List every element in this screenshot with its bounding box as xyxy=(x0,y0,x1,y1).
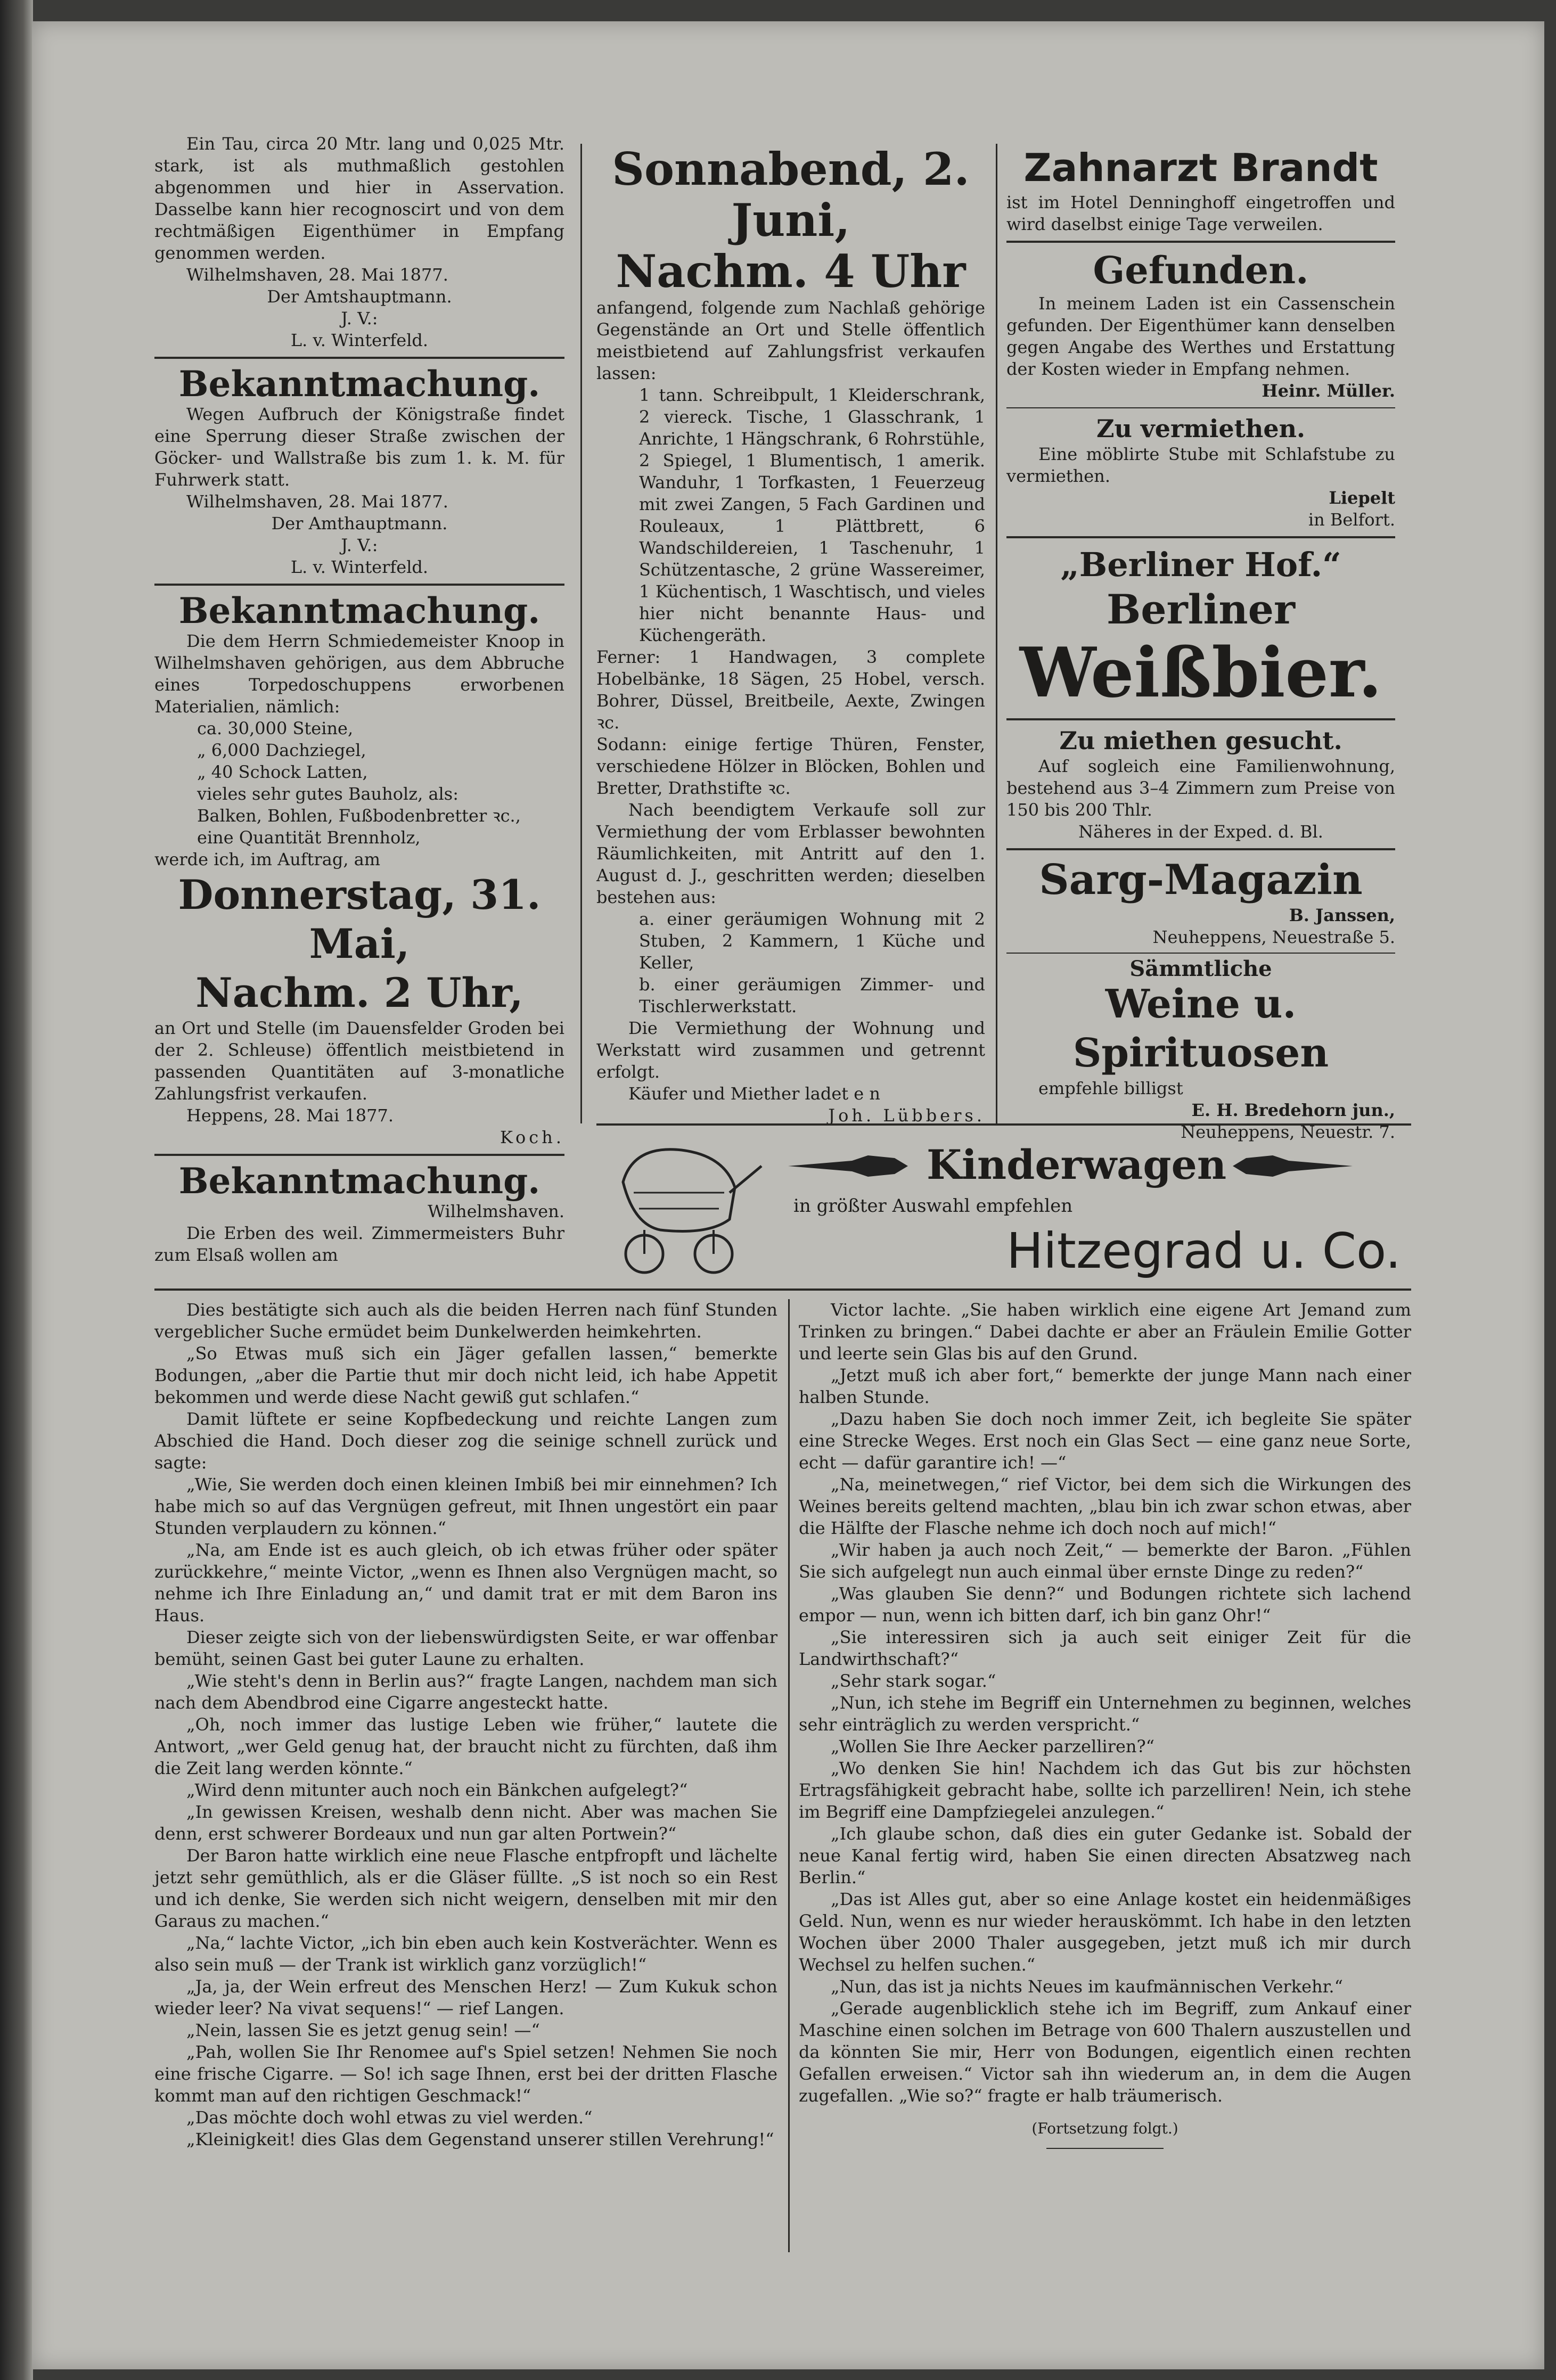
sarg-title: Sarg-Magazin xyxy=(1039,856,1363,904)
notice-street-sign: L. v. Winterfeld. xyxy=(290,557,429,577)
notice-materials-text2: an Ort und Stelle (im Dauensfelder Groden bei der 2. Schleuse) öffentlich meistbietend in passenden Quantitäten auf 3-monatliche Zahlungsfrist verkaufen. xyxy=(154,1018,564,1104)
sarg-sign: B. Janssen, xyxy=(1289,905,1395,925)
story-paragraph: „Gerade augenblicklich stehe ich im Begriff, zum Ankauf einer Maschine einen solchen im Betrage von 600 Thalern auszustellen und da könnten Sie mir, Herr von Bodungen, eigentlich einen rechten Gefallen erweisen.“ Victor sah ihn wiederum an, in dem die Augen zugefallen. „Wie so?“ fragte er halb träumerisch. xyxy=(799,1998,1411,2106)
story-paragraph: „Nun, das ist ja nichts Neues im kaufmännischen Verkehr.“ xyxy=(831,1976,1343,1997)
story-paragraph: „So Etwas muß sich ein Jäger gefallen lassen,“ bemerkte Bodungen, „aber die Partie thut mir doch nicht leid, ich habe Appetit bekommen und werde diese Nacht gewiß gut schlafen.“ xyxy=(154,1343,777,1407)
story-paragraph: Dies bestätigte sich auch als die beiden Herren nach fünf Stunden vergeblicher Suche ermüdet beim Dunkelwerden heimkehrten. xyxy=(154,1300,777,1342)
story-left-column xyxy=(154,1299,777,2151)
notice-street-iv: J. V.: xyxy=(341,535,378,555)
book-spine xyxy=(0,0,33,2380)
wine-sign: E. H. Bredehorn jun., xyxy=(1191,1100,1395,1120)
wine-text: empfehle billigst xyxy=(1038,1078,1183,1098)
pointing-hand-icon xyxy=(1230,1145,1353,1187)
wine-addr: Neuheppens, Neuestr. 7. xyxy=(1181,1122,1395,1142)
story-paragraph: „Oh, noch immer das lustige Leben wie früher,“ lautete die Antwort, „wer Geld genug hat, der braucht nicht zu fürchten, daß ihm die Zeit lang werden könnte.“ xyxy=(154,1714,777,1778)
end-rule xyxy=(1046,2148,1164,2149)
rent-title: Zu vermiethen. xyxy=(1096,414,1306,443)
story-paragraph: „Das ist Alles gut, aber so eine Anlage kostet ein heidenmäßiges Geld. Nun, wenn es nur wieder herauskömmt. Ich habe in den letzten Wochen über 2000 Thaler ausgegeben, jetzt muß ich mir durch Wechsel zu helfen suchen.“ xyxy=(799,1889,1411,1975)
rent-place: in Belfort. xyxy=(1308,510,1395,530)
sale-ferner: Ferner: 1 Handwagen, 3 complete Hobelbänke, 18 Sägen, 25 Hobel, versch. Bohrer, Düssel, Breitbeile, Aexte, Zwingen ꝛc. xyxy=(596,647,985,733)
story-paragraph: Victor lachte. „Sie haben wirklich eine eigene Art Jemand zum Trinken zu bringen.“ Dabei dachte er aber an Fräulein Emilie Gotter und leerte sein Glas bis auf den Grund. xyxy=(799,1300,1411,1364)
material-item: „ 40 Schock Latten, xyxy=(197,762,368,782)
story-paragraph: Der Baron hatte wirklich eine neue Flasche entpfropft und lächelte jetzt sehr gemüthlich, als er die Gläser füllte. „S ist noch so ein Rest und ich denke, Sie werden sich nicht weigern, denselben mit mir den Garaus zu machen.“ xyxy=(154,1845,777,1931)
banner-title: Kinderwagen xyxy=(927,1141,1227,1188)
divider xyxy=(1006,848,1395,850)
story-paragraph: „Sehr stark sogar.“ xyxy=(831,1671,996,1691)
sale-text3: Die Vermiethung der Wohnung und Werkstatt wird zusammen und getrennt erfolgt. xyxy=(596,1018,985,1082)
notice-heirs-text: Die Erben des weil. Zimmermeisters Buhr zum Elsaß wollen am xyxy=(154,1223,564,1265)
dentist-title: Zahnarzt Brandt xyxy=(1023,145,1378,190)
sale-sodann: Sodann: einige fertige Thüren, Fenster, verschiedene Hölzer in Blöcken, Bohlen und Bretter, Drathstifte ꝛc. xyxy=(596,734,985,798)
notice-rope-office: Der Amtshauptmann. xyxy=(267,286,452,307)
notice-heading: Bekanntmachung. xyxy=(178,363,540,405)
found-text: In meinem Laden ist ein Cassenschein gefunden. Der Eigenthümer kann denselben gegen Angabe des Werthes und Erstattung der Kosten wieder in Empfang nehmen. xyxy=(1006,293,1395,379)
story-paragraph: „Wollen Sie Ihre Aecker parzelliren?“ xyxy=(831,1736,1155,1757)
story-paragraph: „Ja, ja, der Wein erfreut des Menschen Herz! — Zum Kukuk schon wieder leer? Na vivat sequens!“ — rief Langen. xyxy=(154,1976,777,2018)
story-right-column xyxy=(799,1299,1411,2149)
sale-text2: Nach beendigtem Verkaufe soll zur Vermiethung der vom Erblasser bewohnten Räumlichkeiten, mit Antritt auf den 1. August d. J., geschritten werden; dieselben bestehen aus: xyxy=(596,800,985,907)
material-item: Balken, Bohlen, Fußbodenbretter ꝛc., xyxy=(197,806,521,826)
material-item: „ 6,000 Dachziegel, xyxy=(197,740,366,760)
wanted-info: Näheres in der Exped. d. Bl. xyxy=(1078,822,1323,842)
notice-rope-date: Wilhelmshaven, 28. Mai 1877. xyxy=(186,265,448,285)
sale-invite: Käufer und Miether ladet e n xyxy=(628,1084,881,1104)
wine-pre: Sämmtliche xyxy=(1129,956,1272,981)
notice-materials-date: Heppens, 28. Mai 1877. xyxy=(186,1105,394,1126)
notice-street-text: Wegen Aufbruch der Königstraße findet eine Sperrung dieser Straße zwischen der Göcker- und Wallstraße bis zum 1. k. M. für Fuhrwerk statt. xyxy=(154,404,564,490)
notice-heirs-place: Wilhelmshaven. xyxy=(428,1201,564,1221)
hof-sub: Berliner xyxy=(1106,586,1296,633)
auction-time: Nachm. 2 Uhr, xyxy=(195,969,523,1016)
story-paragraph: „Wo denken Sie hin! Nachdem ich das Gut bis zur höchsten Ertragsfähigkeit gebracht habe, sollte ich parzelliren! Nein, ich stehe im Begriff eine Dampfziegelei anzulegen.“ xyxy=(799,1758,1411,1822)
wanted-title: Zu miethen gesucht. xyxy=(1059,726,1342,755)
divider xyxy=(1006,536,1395,538)
pram-icon xyxy=(602,1134,767,1278)
sarg-addr: Neuheppens, Neuestraße 5. xyxy=(1152,927,1395,947)
story-paragraph: „Na, am Ende ist es auch gleich, ob ich etwas früher oder später zurückkehre,“ meinte Victor, „wenn es Ihnen also Vergnügen macht, so nehme ich Ihre Einladung an,“ und damit trat er mit dem Baron ins Haus. xyxy=(154,1540,777,1626)
sale-option-a: a. einer geräumigen Wohnung mit 2 Stuben, 2 Kammern, 1 Küche und Keller, xyxy=(639,909,985,973)
story-paragraph: „Kleinigkeit! dies Glas dem Gegenstand unserer stillen Verehrung!“ xyxy=(186,2129,774,2149)
story-paragraph: „Wie, Sie werden doch einen kleinen Imbiß bei mir einnehmen? Ich habe mich so auf das Vergnügen gefreut, mit Ihnen ungestört ein paar Stunden verplaudern zu können.“ xyxy=(154,1474,777,1538)
column-left xyxy=(154,133,564,1266)
sale-items: 1 tann. Schreibpult, 1 Kleiderschrank, 2 viereck. Tische, 1 Glasschrank, 1 Anrichte, 1 Hängschrank, 6 Rohrstühle, 2 Spiegel, 1 Blumentisch, 1 amerik. Wanduhr, 1 Torfkasten, 1 Feuerzeug mit zwei Zangen, 5 Fach Gardinen und Rouleaux, 1 Plättbrett, 6 Wandschildereien, 1 Taschenuhr, 1 Schützentasche, 2 grüne Wassereimer, 1 Küchentisch, 1 Waschtisch, und vieles hier nicht benannte Haus- und Küchengeräth. xyxy=(639,385,985,645)
column-rule xyxy=(996,144,997,1123)
rent-text: Eine möblirte Stube mit Schlafstube zu vermiethen. xyxy=(1006,444,1395,486)
story-paragraph: „Dazu haben Sie doch noch immer Zeit, ich begleite Sie später eine Strecke Weges. Erst noch ein Glas Sect — eine ganz neue Sorte, echt — dafür garantire ich! —“ xyxy=(799,1409,1411,1473)
material-item: vieles sehr gutes Bauholz, als: xyxy=(197,784,458,804)
story-paragraph: „Was glauben Sie denn?“ und Bodungen richtete sich lachend empor — nun, wenn ich bitten darf, ich bin ganz Ohr!“ xyxy=(799,1583,1411,1626)
column-rule xyxy=(580,144,582,1123)
divider xyxy=(154,1154,564,1156)
story-paragraph: „Das möchte doch wohl etwas zu viel werden.“ xyxy=(186,2107,593,2128)
pointing-hand-icon xyxy=(788,1145,911,1187)
story-paragraph: „Wir haben ja auch noch Zeit,“ — bemerkte der Baron. „Fühlen Sie sich aufgelegt nun auch einmal über ernste Dinge zu reden?“ xyxy=(799,1540,1411,1582)
story-paragraph: „Nun, ich stehe im Begriff ein Unternehmen zu beginnen, welches sehr einträglich zu werden verspricht.“ xyxy=(799,1693,1411,1735)
story-paragraph: „Sie interessiren sich ja auch seit einiger Zeit für die Landwirthschaft?“ xyxy=(799,1627,1411,1669)
divider xyxy=(154,584,564,586)
continuation-note: (Fortsetzung folgt.) xyxy=(1031,2120,1178,2137)
sale-sign: Joh. Lübbers. xyxy=(828,1105,985,1126)
divider xyxy=(154,357,564,359)
story-paragraph: „Nein, lassen Sie es jetzt genug sein! —“ xyxy=(186,2020,540,2040)
story-paragraph: Dieser zeigte sich von der liebenswürdigsten Seite, er war offenbar bemüht, seinen Gast bei guter Laune zu erhalten. xyxy=(154,1627,777,1669)
divider xyxy=(1006,407,1395,408)
rent-sign: Liepelt xyxy=(1329,488,1395,508)
wanted-text: Auf sogleich eine Familienwohnung, bestehend aus 3–4 Zimmern zum Preise von 150 bis 200 Thlr. xyxy=(1006,756,1395,820)
story-paragraph: „Wird denn mitunter auch noch ein Bänkchen aufgelegt?“ xyxy=(186,1780,688,1800)
material-item: ca. 30,000 Steine, xyxy=(197,718,354,738)
sale-time: Nachm. 4 Uhr xyxy=(616,245,966,298)
banner-sub: in größter Auswahl empfehlen xyxy=(793,1195,1073,1217)
notice-materials-cont: werde ich, im Auftrag, am xyxy=(154,849,381,869)
notice-materials-text: Die dem Herrn Schmiedemeister Knoop in Wilhelmshaven gehörigen, aus dem Abbruche eines Torpedoschuppens erworbenen Materialien, nämlich: xyxy=(154,631,564,717)
found-sign: Heinr. Müller. xyxy=(1262,381,1395,401)
material-item: eine Quantität Brennholz, xyxy=(197,827,421,848)
notice-materials-sign: Koch. xyxy=(499,1127,564,1147)
column-middle xyxy=(596,144,985,1127)
column-rule xyxy=(788,1299,790,2252)
banner-top-rule xyxy=(596,1123,1411,1126)
notice-street-date: Wilhelmshaven, 28. Mai 1877. xyxy=(186,491,448,512)
story-paragraph: „Na, meinetwegen,“ rief Victor, bei dem sich die Wirkungen des Weines bereits geltend machten, „blau bin ich zwar schon etwas, aber die Hälfte der Flasche nehme ich doch noch auf mich!“ xyxy=(799,1474,1411,1538)
notice-heading: Bekanntmachung. xyxy=(178,590,540,631)
newspaper-page xyxy=(32,21,1544,2369)
divider xyxy=(1006,241,1395,243)
divider xyxy=(1006,953,1395,954)
notice-street-office: Der Amthauptmann. xyxy=(271,513,448,534)
hof-title: „Berliner Hof.“ xyxy=(1060,545,1341,584)
story-paragraph: „In gewissen Kreisen, weshalb denn nicht. Aber was machen Sie denn, erst schwerer Bordeaux und nun gar alten Portwein?“ xyxy=(154,1802,777,1844)
story-paragraph: Damit lüftete er seine Kopfbedeckung und reichte Langen zum Abschied die Hand. Doch dieser zog die seinige schnell zurück und sagte: xyxy=(154,1409,777,1473)
notice-rope-sign: L. v. Winterfeld. xyxy=(290,330,429,350)
hof-big: Weißbier. xyxy=(1019,633,1382,713)
story-top-rule xyxy=(154,1289,1411,1291)
banner-firm: Hitzegrad u. Co. xyxy=(1006,1222,1401,1279)
sale-date: Sonnabend, 2. Juni, xyxy=(612,143,970,247)
notice-heading: Bekanntmachung. xyxy=(178,1160,540,1202)
auction-date: Donnerstag, 31. Mai, xyxy=(178,871,541,967)
column-right xyxy=(1006,144,1395,1143)
notice-rope-iv: J. V.: xyxy=(341,308,378,329)
sale-text: anfangend, folgende zum Nachlaß gehörige Gegenstände an Ort und Stelle öffentlich meistbietend auf Zahlungsfrist verkaufen lassen: xyxy=(596,298,985,383)
found-title: Gefunden. xyxy=(1093,248,1309,292)
story-paragraph: „Ich glaube schon, daß dies ein guter Gedanke ist. Sobald der neue Kanal fertig wird, haben Sie einen directen Absatzweg nach Berlin.“ xyxy=(799,1824,1411,1887)
story-paragraph: „Pah, wollen Sie Ihr Renomee auf's Spiel setzen! Nehmen Sie noch eine frische Cigarre. — So! ich sage Ihnen, erst bei der dritten Flasche kommt man auf den richtigen Geschmack!“ xyxy=(154,2042,777,2106)
dentist-text: ist im Hotel Denninghoff eingetroffen und wird daselbst einige Tage verweilen. xyxy=(1006,192,1395,234)
wine-title: Weine u. Spirituosen xyxy=(1072,981,1329,1076)
sale-option-b: b. einer geräumigen Zimmer- und Tischlerwerkstatt. xyxy=(639,974,985,1016)
divider xyxy=(1006,718,1395,720)
story-paragraph: „Wie steht's denn in Berlin aus?“ fragte Langen, nachdem man sich nach dem Abendbrod eine Cigarre angesteckt hatte. xyxy=(154,1671,777,1713)
story-paragraph: „Jetzt muß ich aber fort,“ bemerkte der junge Mann nach einer halben Stunde. xyxy=(799,1365,1411,1407)
notice-rope-text: Ein Tau, circa 20 Mtr. lang und 0,025 Mtr. stark, ist als muthmaßlich gestohlen abgenommen und hier in Asservation. Dasselbe kann hier recognoscirt und von dem rechtmäßigen Eigenthümer in Empfang genommen werden. xyxy=(154,134,564,263)
story-paragraph: „Na,“ lachte Victor, „ich bin eben auch kein Kostverächter. Wenn es also sein muß — der Trank ist wirklich ganz vorzüglich!“ xyxy=(154,1933,777,1975)
